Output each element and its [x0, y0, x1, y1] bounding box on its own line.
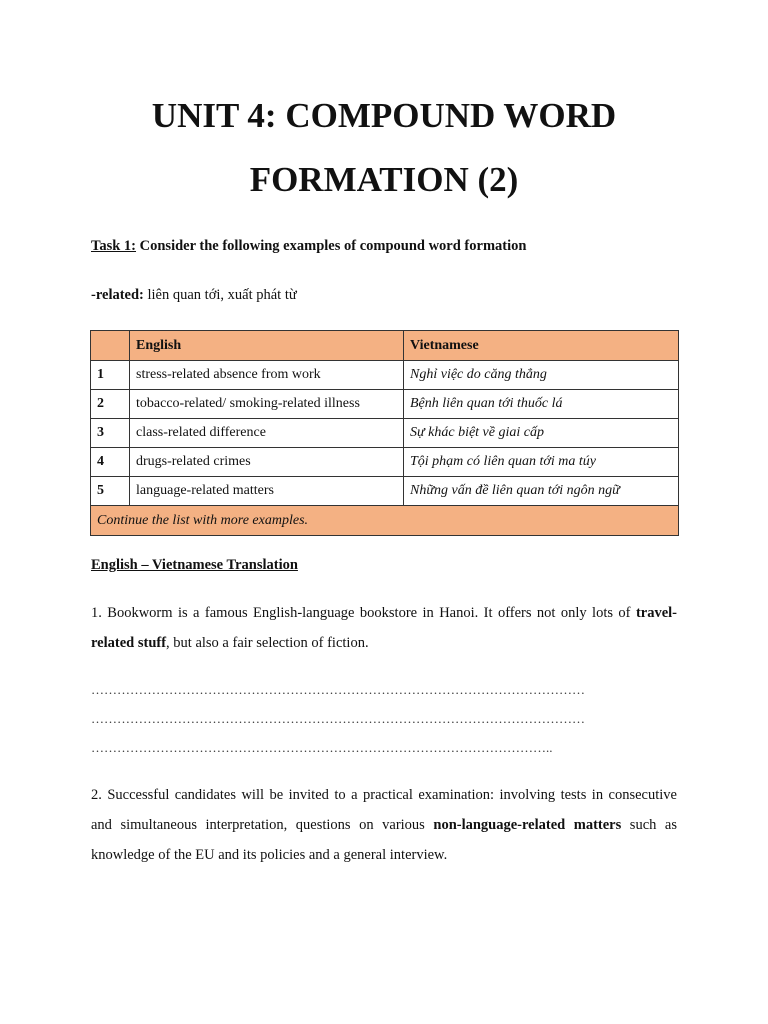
- page-title-line-1: UNIT 4: COMPOUND WORD: [151, 96, 617, 135]
- answer-line-2: ……………………………………………………………………………………………………: [91, 711, 585, 726]
- table-row: [91, 477, 679, 506]
- task-1-text: Consider the following examples of compound word formation: [136, 238, 527, 254]
- table-row: [91, 361, 679, 390]
- related-term: -related:: [91, 287, 144, 303]
- table-footer-row: [91, 506, 679, 536]
- row-vietnamese: Sự khác biệt về giai cấp: [404, 419, 679, 448]
- table-header-row: [91, 331, 679, 361]
- related-definition: [91, 285, 297, 305]
- header-english: English: [130, 331, 404, 361]
- answer-line-3: ……………………………………………………………………………………………..: [91, 740, 553, 755]
- row-vietnamese: Nghỉ việc do căng thẳng: [404, 361, 679, 390]
- answer-line-1: ……………………………………………………………………………………………………: [91, 682, 585, 697]
- row-number: 4: [91, 448, 130, 477]
- question-2: [91, 780, 677, 870]
- question-1-text-b: , but also a fair selection of fiction.: [166, 635, 369, 651]
- header-number: [91, 331, 130, 361]
- task-1-instruction: [91, 236, 526, 256]
- question-1-highlight: travel-related stuff: [91, 605, 677, 651]
- page-title-line-2: FORMATION (2): [249, 160, 519, 199]
- header-vietnamese: Vietnamese: [404, 331, 679, 361]
- question-1-text-a: 1. Bookworm is a famous English-language bookstore in Hanoi. It offers not only lots of: [91, 605, 636, 621]
- question-1: [91, 598, 677, 658]
- table-footer-note: Continue the list with more examples.: [91, 506, 679, 536]
- table-row: [91, 419, 679, 448]
- row-number: 1: [91, 361, 130, 390]
- question-2-highlight: non-language-related matters: [433, 817, 622, 833]
- row-english: stress-related absence from work: [130, 361, 404, 390]
- question-2-text-a: 2. Successful candidates will be invited to a practical examination: involving tests in consecutive and simultaneous interpretation, questions on various: [91, 787, 677, 833]
- row-number: 2: [91, 390, 130, 419]
- row-english: tobacco-related/ smoking-related illness: [130, 390, 404, 419]
- row-english: drugs-related crimes: [130, 448, 404, 477]
- table-row: [91, 390, 679, 419]
- row-number: 5: [91, 477, 130, 506]
- row-english: class-related difference: [130, 419, 404, 448]
- examples-table: [90, 330, 679, 536]
- row-number: 3: [91, 419, 130, 448]
- translation-heading: English – Vietnamese Translation: [91, 557, 298, 573]
- task-1-label: Task 1:: [91, 238, 137, 254]
- row-vietnamese: Những vấn đề liên quan tới ngôn ngữ: [404, 477, 679, 506]
- table-row: [91, 448, 679, 477]
- row-english: language-related matters: [130, 477, 404, 506]
- row-vietnamese: Bệnh liên quan tới thuốc lá: [404, 390, 679, 419]
- related-meaning: liên quan tới, xuất phát từ: [143, 287, 297, 303]
- question-2-text-b: such as knowledge of the EU and its policies and a general interview.: [91, 817, 677, 863]
- row-vietnamese: Tội phạm có liên quan tới ma túy: [404, 448, 679, 477]
